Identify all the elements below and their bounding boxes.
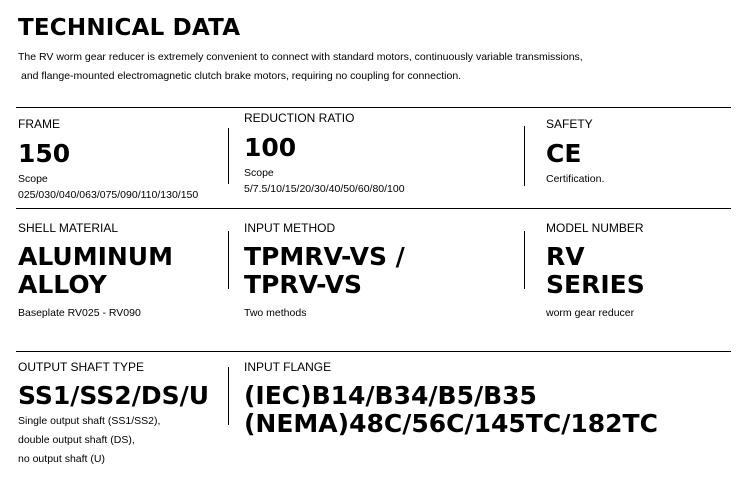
spec-label: SHELL MATERIAL [18,221,119,235]
page-title: TECHNICAL DATA [18,15,241,41]
spec-value-line-2: TPRV-VS [244,270,363,299]
spec-value: CE [546,139,582,168]
spec-note: 5/7.5/10/15/20/30/40/50/60/80/100 [244,183,405,195]
spec-value: 100 [244,133,297,162]
column-divider [228,128,229,184]
intro-line-2: and flange-mounted electromagnetic clutch brake motors, requiring no coupling for connection. [21,70,462,82]
spec-value-line-2: SERIES [546,270,645,299]
spec-label: REDUCTION RATIO [244,111,355,125]
spec-label: SAFETY [546,117,593,131]
column-divider [228,367,229,425]
spec-label: OUTPUT SHAFT TYPE [18,360,145,374]
spec-note-title: Scope [244,167,274,179]
column-divider [524,126,525,186]
spec-label: INPUT FLANGE [244,360,332,374]
spec-note: Baseplate RV025 - RV090 [18,307,141,319]
spec-value-line-1: TPMRV-VS / [244,242,405,271]
spec-value: 150 [18,139,71,168]
divider-bottom [16,351,731,352]
spec-note: 025/030/040/063/075/090/110/130/150 [18,189,199,201]
spec-note: Certification. [546,173,605,185]
spec-label: MODEL NUMBER [546,221,644,235]
divider-top [16,107,731,108]
spec-label: INPUT METHOD [244,221,336,235]
column-divider [524,231,525,289]
spec-note-line-1: Single output shaft (SS1/SS2), [18,415,161,427]
spec-label: FRAME [18,117,60,131]
column-divider [228,231,229,289]
spec-note-line-3: no output shaft (U) [18,453,105,465]
spec-value-line-2: (NEMA)48C/56C/145TC/182TC [244,409,658,438]
spec-value-line-1: (IEC)B14/B34/B5/B35 [244,381,537,410]
spec-value-line-1: RV [546,242,585,271]
spec-note-line-2: double output shaft (DS), [18,434,135,446]
spec-note: Two methods [244,307,307,319]
intro-line-1: The RV worm gear reducer is extremely convenient to connect with standard motors, continuously variable transmissions, [18,51,583,63]
spec-value: SS1/SS2/DS/U [18,381,210,410]
divider-middle [16,208,731,209]
spec-note: worm gear reducer [546,307,635,319]
spec-value-line-1: ALUMINUM [18,242,173,271]
spec-value-line-2: ALLOY [18,270,107,299]
spec-note-title: Scope [18,173,48,185]
